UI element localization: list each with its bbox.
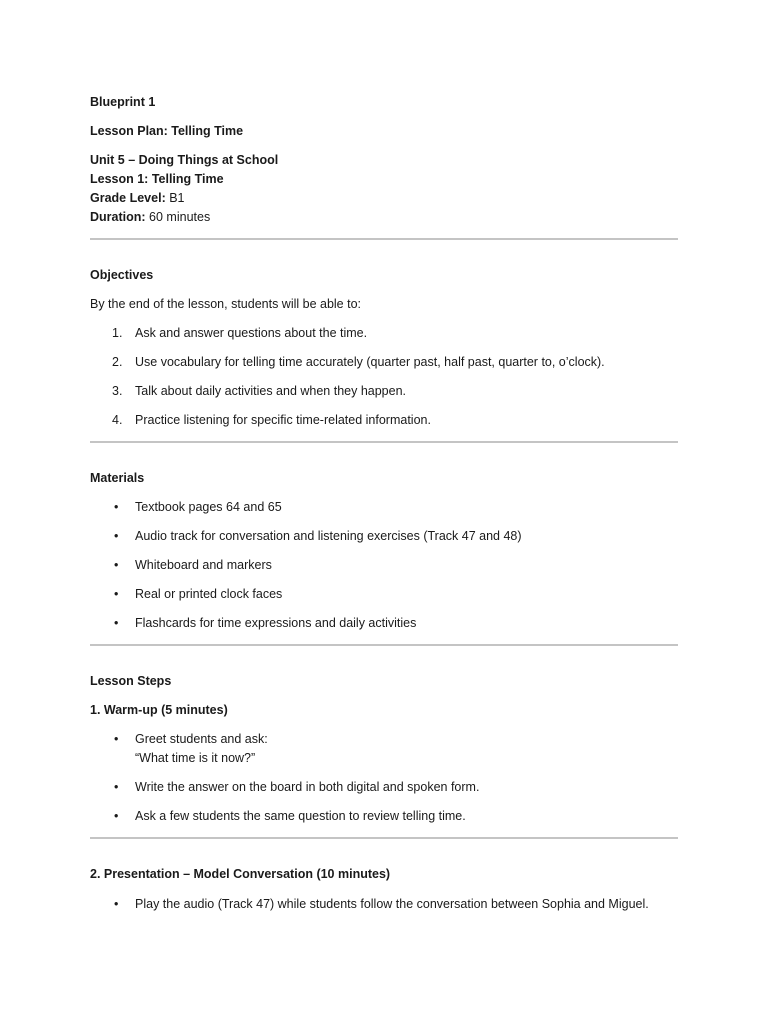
grade-level-value: B1 [169, 191, 185, 205]
presentation-heading: 2. Presentation – Model Conversation (10 minutes) [90, 867, 391, 881]
section-divider [90, 644, 678, 646]
material-item [90, 614, 678, 633]
duration-value: 60 minutes [149, 210, 211, 224]
duration-line [90, 208, 678, 227]
warmup-item [90, 807, 678, 826]
material-item [90, 556, 678, 575]
objective-item [90, 324, 678, 343]
warmup-text-line2: “What time is it now?” [135, 751, 256, 765]
bullet-icon: • [114, 558, 119, 572]
material-item [90, 585, 678, 604]
bullet-icon: • [114, 780, 119, 794]
lesson-plan-content [90, 93, 678, 914]
objective-text: Ask and answer questions about the time. [135, 326, 368, 340]
objective-item [90, 411, 678, 430]
section-divider [90, 238, 678, 240]
grade-level-label: Grade Level: [90, 191, 166, 205]
lesson-title: Lesson 1: Telling Time [90, 172, 224, 186]
duration-label: Duration: [90, 210, 146, 224]
objectives-heading: Objectives [90, 268, 154, 282]
grade-level-line [90, 189, 678, 208]
material-text: Real or printed clock faces [135, 587, 283, 601]
warmup-heading: 1. Warm-up (5 minutes) [90, 703, 228, 717]
warmup-item [90, 730, 678, 768]
material-text: Audio track for conversation and listening exercises (Track 47 and 48) [135, 529, 522, 543]
warmup-text: Write the answer on the board in both digital and spoken form. [135, 780, 480, 794]
bullet-icon: • [114, 809, 119, 823]
bullet-icon: • [114, 616, 119, 630]
unit-title: Unit 5 – Doing Things at School [90, 153, 279, 167]
section-divider [90, 837, 678, 839]
warmup-text: Ask a few students the same question to review telling time. [135, 809, 466, 823]
bullet-icon: • [114, 587, 119, 601]
lesson-steps-heading: Lesson Steps [90, 674, 172, 688]
list-number: 2. [112, 355, 123, 369]
materials-heading: Materials [90, 471, 145, 485]
objective-item [90, 353, 678, 372]
material-item [90, 527, 678, 546]
presentation-text: Play the audio (Track 47) while students follow the conversation between Sophia and Miguel. [135, 897, 649, 911]
bullet-icon: • [114, 897, 119, 911]
bullet-icon: • [114, 500, 119, 514]
objective-text: Practice listening for specific time-related information. [135, 413, 431, 427]
material-text: Textbook pages 64 and 65 [135, 500, 282, 514]
blueprint-title: Blueprint 1 [90, 95, 156, 109]
material-text: Flashcards for time expressions and daily activities [135, 616, 417, 630]
objective-text: Use vocabulary for telling time accurately (quarter past, half past, quarter to, o’clock). [135, 355, 605, 369]
bullet-icon: • [114, 732, 119, 746]
warmup-text-line1: Greet students and ask: [135, 732, 268, 746]
list-number: 4. [112, 413, 123, 427]
objectives-intro: By the end of the lesson, students will be able to: [90, 297, 362, 311]
lesson-plan-title: Lesson Plan: Telling Time [90, 124, 244, 138]
presentation-item [90, 895, 678, 914]
objective-text: Talk about daily activities and when they happen. [135, 384, 407, 398]
objective-item [90, 382, 678, 401]
bullet-icon: • [114, 529, 119, 543]
warmup-item [90, 778, 678, 797]
material-item [90, 498, 678, 517]
section-divider [90, 441, 678, 443]
list-number: 3. [112, 384, 123, 398]
list-number: 1. [112, 326, 123, 340]
material-text: Whiteboard and markers [135, 558, 272, 572]
